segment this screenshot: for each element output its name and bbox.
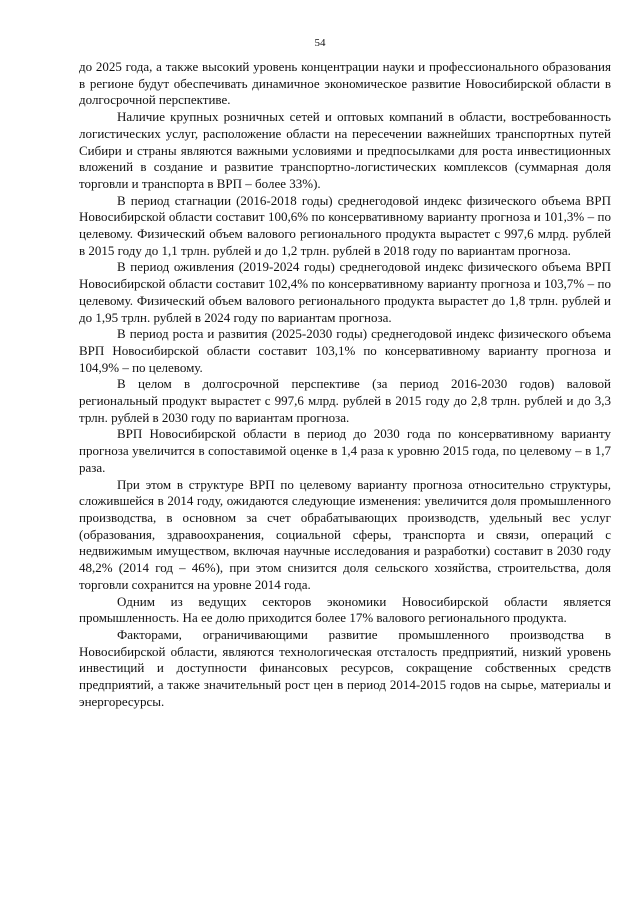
- paragraph-recovery-period: В период оживления (2019-2024 годы) среднегодовой индекс физического объема ВРП Новосибирской области составит 102,4% по консервативному варианту прогноза и 103,7% – по целевому. Физический объем валового регионального продукта вырастет до 1,8 трлн. рублей и до 1,95 трлн. рублей в 2024 году по вариантам прогноза.: [79, 259, 611, 325]
- paragraph-grp-increase: ВРП Новосибирской области в период до 2030 года по консервативному варианту прогноза увеличится в сопоставимой оценке в 1,4 раза к уровню 2015 года, по целевому – в 1,7 раза.: [79, 426, 611, 475]
- paragraph-industry: Одним из ведущих секторов экономики Новосибирской области является промышленность. На ее долю приходится более 17% валового регионального продукта.: [79, 593, 611, 626]
- paragraph-stagnation-period: В период стагнации (2016-2018 годы) среднегодовой индекс физического объема ВРП Новосибирской области составит 100,6% по консервативному варианту прогноза и 101,3% – по целевому. Физический объем валового регионального продукта вырастет с 997,6 млрд. рублей в 2015 году до 1,1 трлн. рублей и до 1,2 трлн. рублей в 2018 году по вариантам прогноза.: [79, 192, 611, 258]
- paragraph-long-term: В целом в долгосрочной перспективе (за период 2016-2030 годов) валовой региональный продукт вырастет с 997,6 млрд. рублей в 2015 году до 2,8 трлн. рублей и до 3,3 трлн. рублей в 2030 году по вариантам прогноза.: [79, 376, 611, 425]
- paragraph-logistics: Наличие крупных розничных сетей и оптовых компаний в области, востребованность логистических услуг, расположение области на пересечении важнейших транспортных путей Сибири и страны являются важными условиями и предпосылками для роста инвестиционных вложений в создание и развитие транспортно-логистических комплексов (суммарная доля торговли и транспорта в ВРП – более 33%).: [79, 109, 611, 191]
- paragraph-constraints: Факторами, ограничивающими развитие промышленного производства в Новосибирской области, являются технологическая отсталость предприятий, низкий уровень инвестиций и доступности финансовых ресурсов, сокращение собственных средств предприятий, а также значительный рост цен в период 2014-2015 годов на сырье, материалы и энергоресурсы.: [79, 626, 611, 709]
- page-number: 54: [314, 37, 326, 49]
- paragraph-grp-structure: При этом в структуре ВРП по целевому варианту прогноза относительно структуры, сложившейся в 2014 году, ожидаются следующие изменения: увеличится доля промышленного производства, в основном за счет обрабатывающих производств, удельный вес услуг (образования, здравоохранения, социальной сферы, транспорта и связи, операций с недвижимым имуществом, включая научные исследования и разработки) составит в 2030 году 48,2% (2014 год – 46%), при этом снизится доля сельского хозяйства, строительства, доля торговли сохранится на уровне 2014 года.: [79, 476, 611, 592]
- document-body: [79, 59, 611, 710]
- paragraph-growth-period: В период роста и развития (2025-2030 годы) среднегодовой индекс физического объема ВРП Новосибирской области составит 103,1% по консервативному варианту прогноза и 104,9% – по целевому.: [79, 326, 611, 375]
- paragraph-continuation: до 2025 года, а также высокий уровень концентрации науки и профессионального образования в регионе будут обеспечивать динамичное экономическое развитие Новосибирской области в долгосрочной перспективе.: [79, 59, 611, 108]
